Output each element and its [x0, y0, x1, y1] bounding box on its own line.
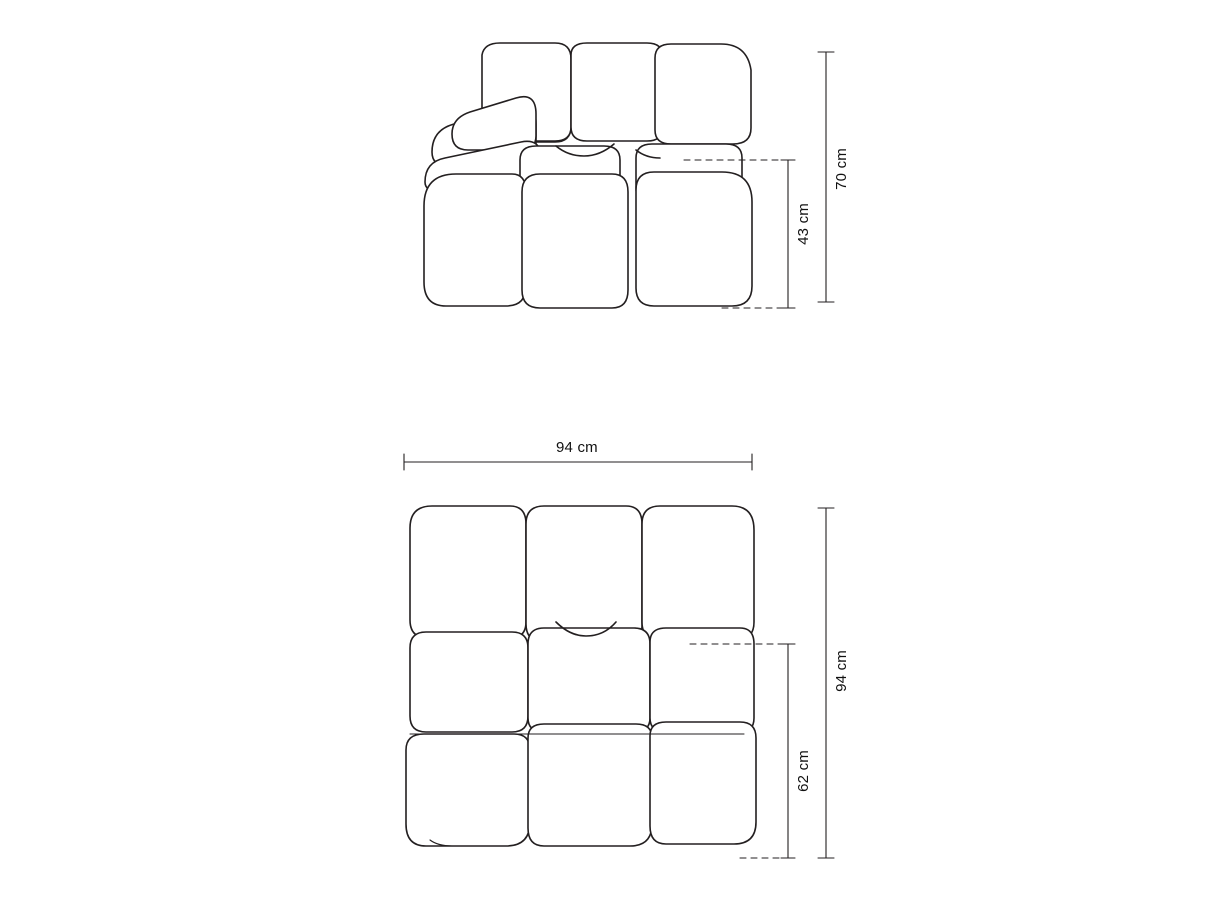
dimension-label-overall-width: 94 cm — [556, 439, 598, 456]
front-view-group — [424, 43, 752, 308]
top-view-group — [406, 506, 756, 846]
dimension-label-seat-height: 43 cm — [795, 203, 812, 245]
dimension-label-overall-depth: 94 cm — [833, 650, 850, 692]
dimension-label-seat-depth: 62 cm — [795, 750, 812, 792]
dimension-label-overall-height: 70 cm — [833, 148, 850, 190]
